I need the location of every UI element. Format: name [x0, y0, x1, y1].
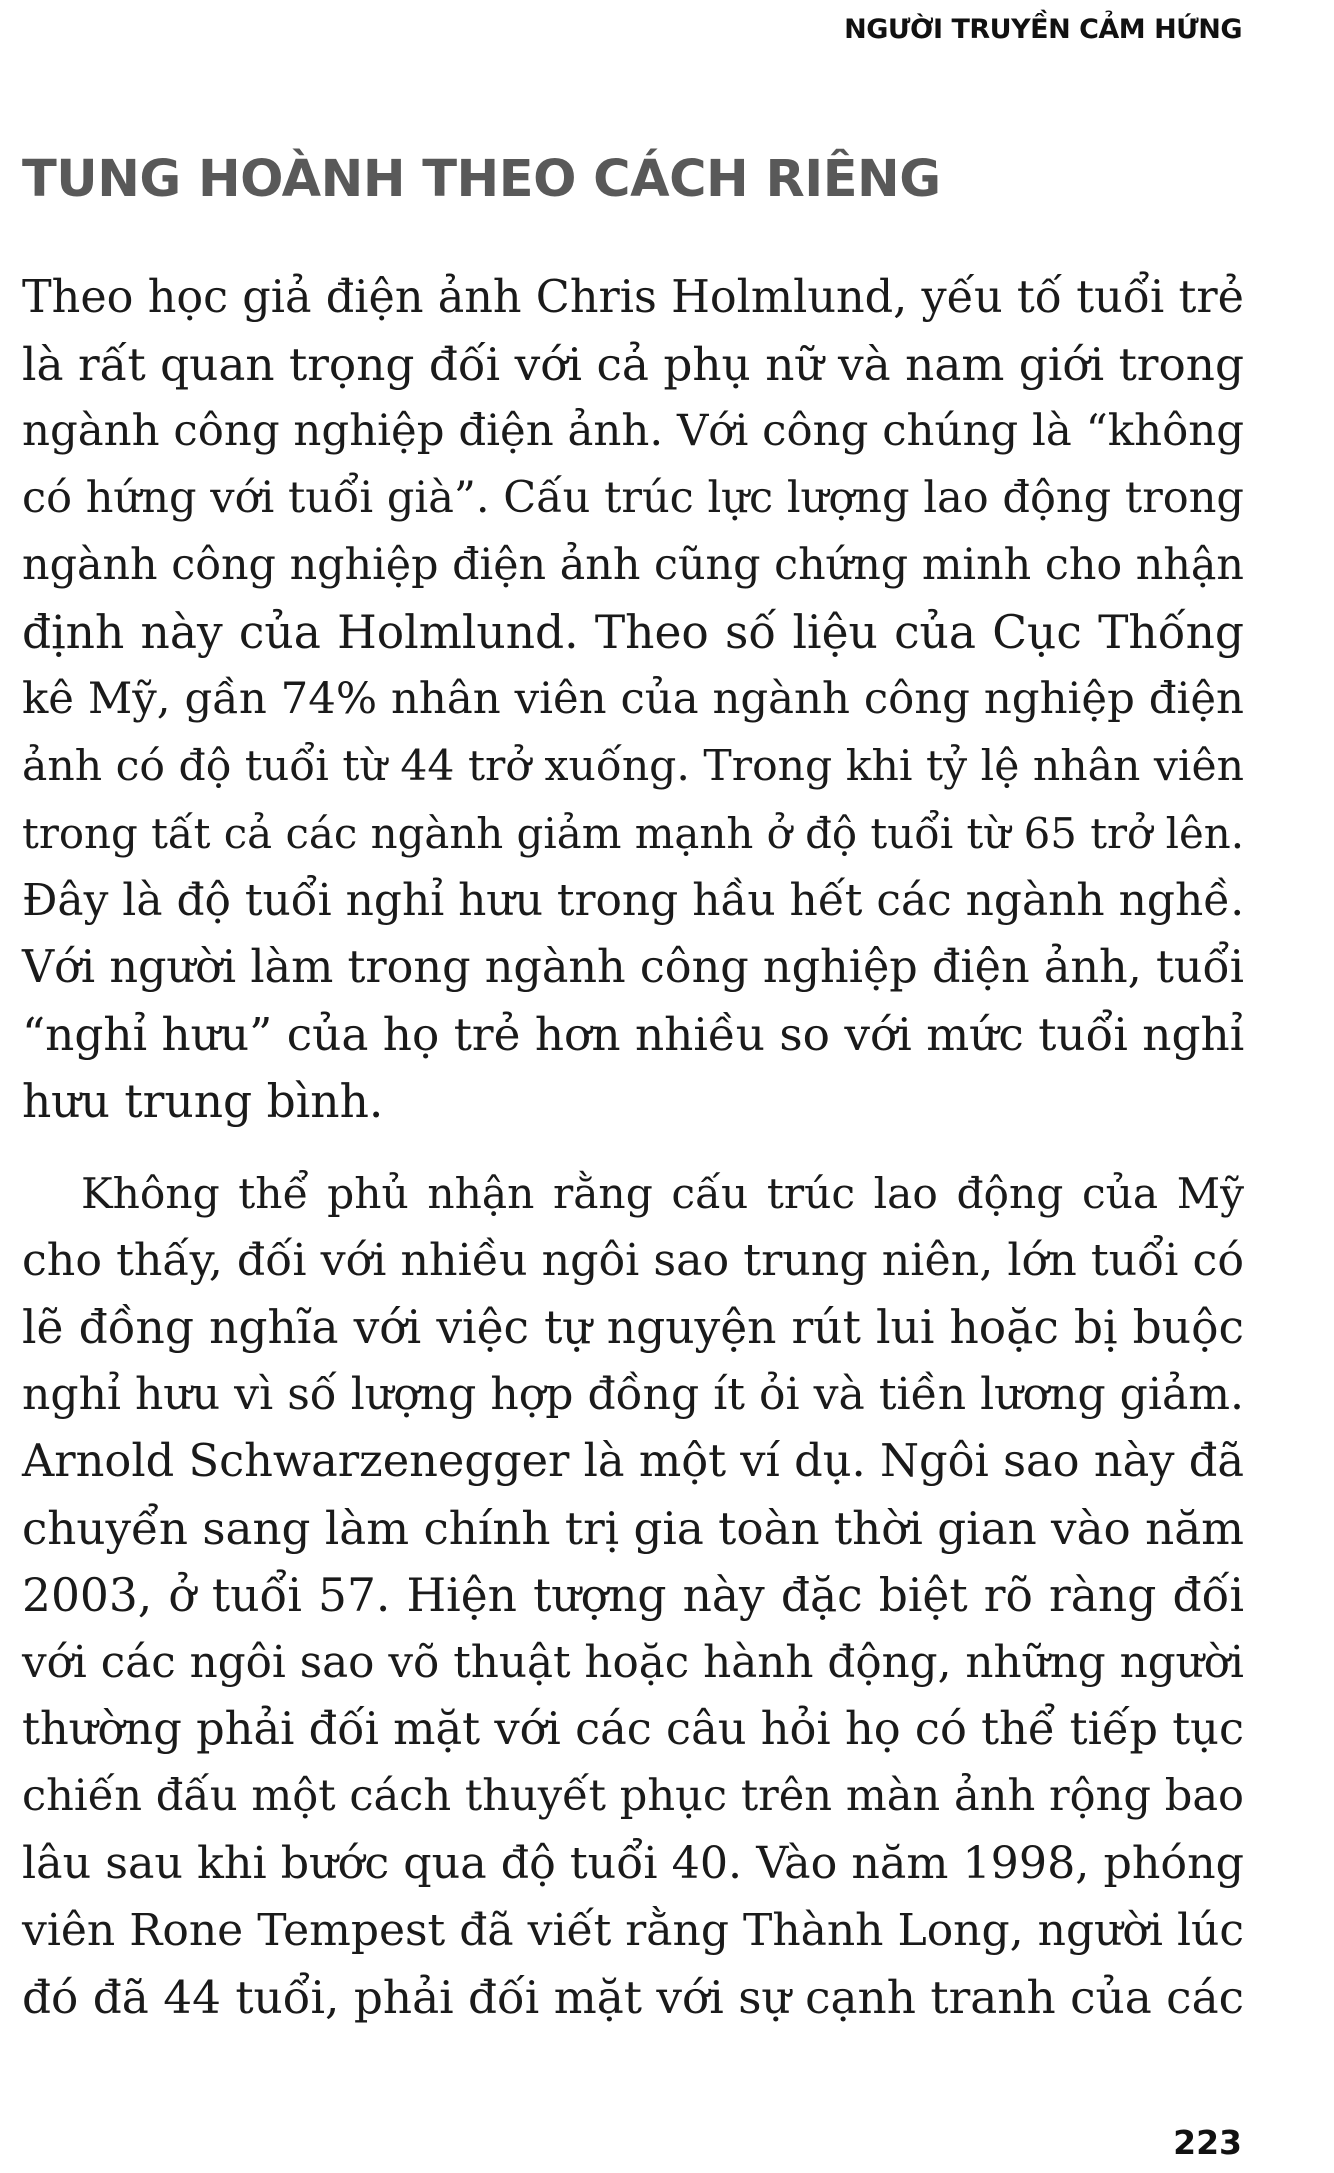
- text-line: thường phải đối mặt với các câu hỏi họ có thể tiếp tục: [22, 1703, 1244, 1755]
- text-line: Arnold Schwarzenegger là một ví dụ. Ngôi sao này đã: [22, 1435, 1244, 1487]
- running-header: NGƯỜI TRUYỀN CẢM HỨNG: [844, 14, 1242, 45]
- text-line: nghỉ hưu vì số lượng hợp đồng ít ỏi và tiền lương giảm.: [22, 1369, 1244, 1420]
- text-line: 2003, ở tuổi 57. Hiện tượng này đặc biệt rõ ràng đối: [22, 1569, 1244, 1622]
- paragraph-2: [22, 1160, 1244, 2031]
- text-line: có hứng với tuổi già”. Cấu trúc lực lượng lao động trong: [22, 473, 1244, 523]
- page-number: 223: [1173, 2123, 1242, 2162]
- text-line: định này của Holmlund. Theo số liệu của Cục Thống: [22, 606, 1244, 659]
- text-line: là rất quan trọng đối với cả phụ nữ và nam giới trong: [22, 338, 1244, 391]
- text-line: trong tất cả các ngành giảm mạnh ở độ tuổi từ 65 trở lên.: [22, 809, 1244, 858]
- text-line: viên Rone Tempest đã viết rằng Thành Long, người lúc: [22, 1905, 1244, 1956]
- text-line: kê Mỹ, gần 74% nhân viên của ngành công nghiệp điện: [22, 674, 1244, 724]
- paragraph-1: [22, 264, 1244, 1135]
- text-line: cho thấy, đối với nhiều ngôi sao trung niên, lớn tuổi có: [22, 1235, 1244, 1286]
- text-line: lẽ đồng nghĩa với việc tự nguyện rút lui hoặc bị buộc: [22, 1301, 1244, 1354]
- text-line: lâu sau khi bước qua độ tuổi 40. Vào năm 1998, phóng: [22, 1838, 1244, 1889]
- text-line: chuyển sang làm chính trị gia toàn thời gian vào năm: [22, 1502, 1244, 1555]
- text-line: đó đã 44 tuổi, phải đối mặt với sự cạnh tranh của các: [22, 1971, 1244, 2024]
- text-line: Không thể phủ nhận rằng cấu trúc lao động của Mỹ: [81, 1169, 1244, 1218]
- text-line: ảnh có độ tuổi từ 44 trở xuống. Trong khi tỷ lệ nhân viên: [22, 742, 1244, 791]
- text-line: Với người làm trong ngành công nghiệp điện ảnh, tuổi: [22, 942, 1244, 993]
- body-text: [22, 264, 1244, 2031]
- text-line: “nghỉ hưu” của họ trẻ hơn nhiều so với mức tuổi nghỉ: [22, 1008, 1245, 1061]
- text-line: hưu trung bình.: [22, 1075, 384, 1128]
- section-title: TUNG HOÀNH THEO CÁCH RIÊNG: [22, 150, 941, 209]
- text-line: với các ngôi sao võ thuật hoặc hành động, những người: [22, 1637, 1244, 1688]
- text-line: Đây là độ tuổi nghỉ hưu trong hầu hết các ngành nghề.: [22, 875, 1245, 926]
- text-line: Theo học giả điện ảnh Chris Holmlund, yếu tố tuổi trẻ: [22, 272, 1244, 323]
- text-line: ngành công nghiệp điện ảnh. Với công chúng là “không: [22, 406, 1244, 456]
- text-line: ngành công nghiệp điện ảnh cũng chứng minh cho nhận: [22, 540, 1244, 590]
- text-line: chiến đấu một cách thuyết phục trên màn ảnh rộng bao: [22, 1771, 1244, 1821]
